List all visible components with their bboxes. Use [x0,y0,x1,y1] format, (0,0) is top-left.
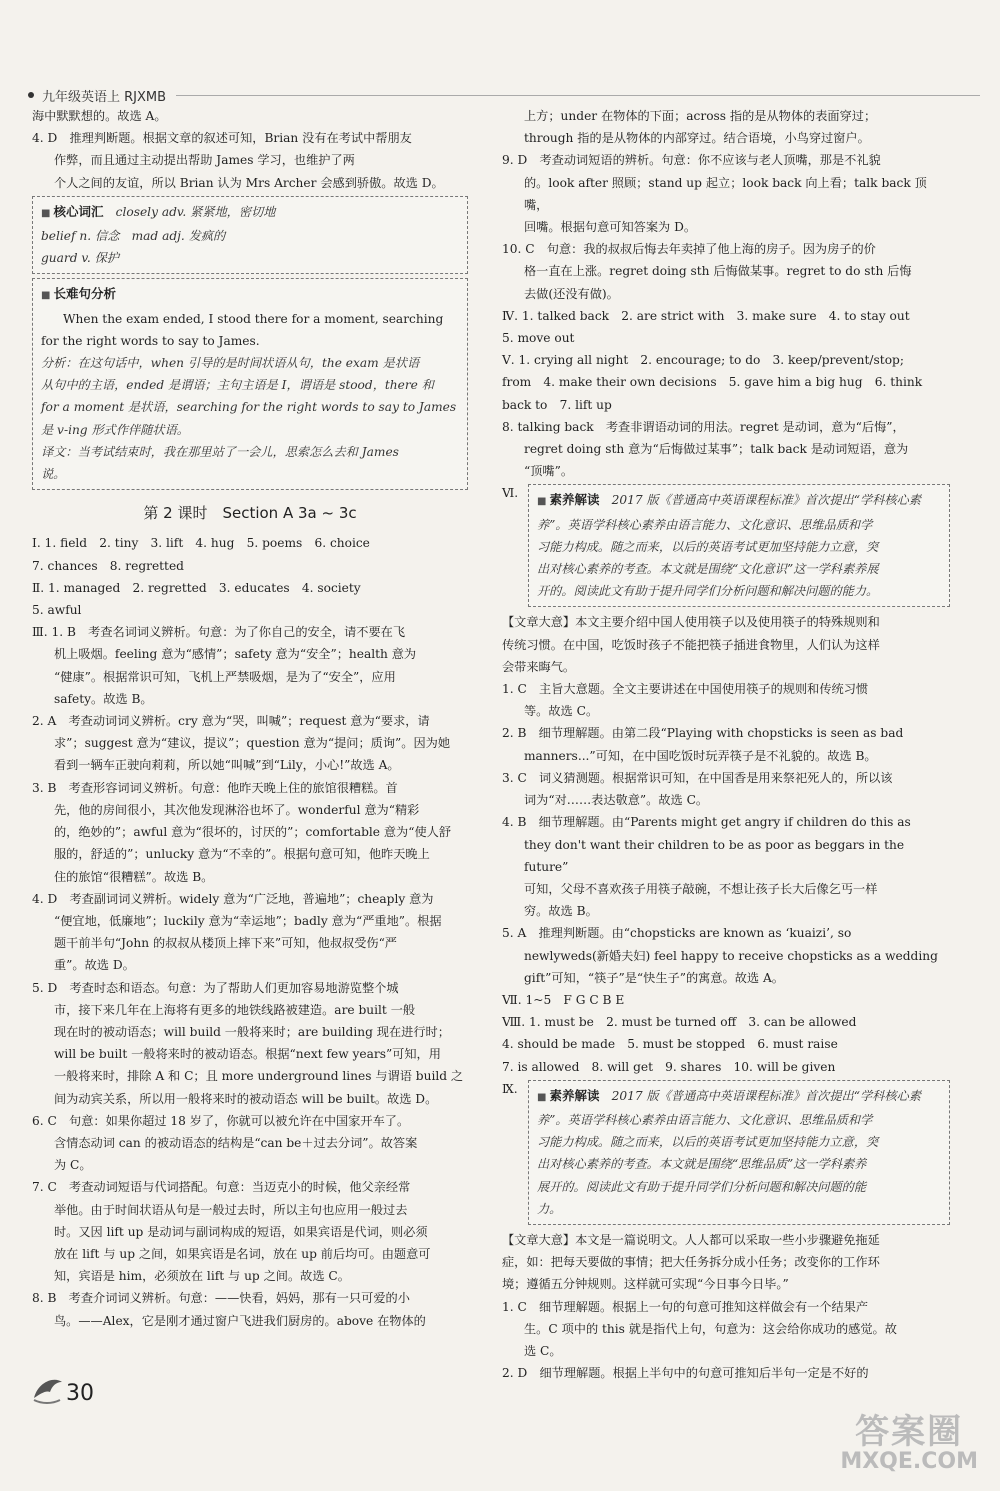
right-top-line: 格一直在上涨。regret doing sth 后悔做某事。regret to do sth 后悔 [524,264,912,279]
page-number: 30 [66,1381,94,1406]
header-rule [176,95,980,96]
analysis-line: 译文：当考试结束时，我在那里站了一会儿，思索怎么去和 James [41,444,399,459]
part3-line: 7. C 考查动词短语与代词搭配。句意：当迈克小的时候，他父亲经常 [32,1180,411,1195]
part3-line: 为 C。 [54,1158,92,1173]
part5-line: Ⅴ. 1. crying all night 2. encourage; to do 3. keep/prevent/stop; [502,353,904,368]
part6-label: Ⅵ. [502,486,519,501]
part3-line: 放在 lift 与 up 之间，如果宾语是名词，放在 up 前后均可。由题意可 [54,1246,431,1261]
main-idea-line: 境；遵循五分钟规则。这样就可实现“今日事今日毕。” [502,1277,789,1292]
sentence-tag: ■ 长难句分析 [41,286,116,301]
literacy-line: 2017 版《普通高中英语课程标准》首次提出“学科核心素 [611,493,921,508]
dolphin-icon [30,1372,66,1406]
part1-line: 7. chances 8. regretted [32,558,184,573]
watermark-url: MXQE.COM [840,1449,978,1474]
header-title: 九年级英语上 RJXMB [42,89,167,105]
part3-line: 机上吸烟。feeling 意为“感情”；safety 意为“安全”；health 意为 [54,647,417,662]
part3-line: 含情态动词 can 的被动语态的结构是“can be＋过去分词”。故答案 [54,1135,418,1150]
literacy-line: 力。 [537,1201,562,1216]
right-top-line: through 指的是从物体的内部穿过。结合语境，小鸟穿过窗户。 [524,131,870,146]
part3-line: will be built 一般将来时的被动语态。根据“next few years”可知，用 [54,1047,441,1062]
main-idea-line: 【文章大意】本文是一篇说明文。人人都可以采取一些小步骤避免拖延 [502,1232,880,1247]
vocab-line: closely adv. 紧紧地，密切地 [115,204,276,219]
part8-line: 7. is allowed 8. will get 9. shares 10. will be given [502,1059,836,1074]
literacy-line: 养”。英语学科核心素养由语言能力、文化意识、思维品质和学 [537,1112,873,1127]
part3-line: 4. D 考查副词词义辨析。widely 意为“广泛地，普遍地”；cheaply 意为 [32,891,434,906]
literacy-line: 习能力构成。随之而来，以后的英语考试更加坚持能力立意，突 [537,1135,879,1150]
part5-line: “顶嘴”。 [524,464,574,479]
part3-line: 重”。故选 D。 [54,958,135,973]
part6-line: 5. A 推理判断题。由“chopsticks are known as ‘kuaizi’, so [502,926,852,941]
part2-line: Ⅱ. 1. managed 2. regretted 3. educates 4. society [32,580,361,595]
literacy-line: 出对核心素养的考查。本文就是围绕“文化意识”这一学科素养展 [537,562,879,577]
part4-line: Ⅳ. 1. talked back 2. are strict with 3. make sure 4. to stay out [502,308,910,323]
part9-line: 2. D 细节理解题。根据上半句中的句意可推知后半句一定是不好的 [502,1366,869,1381]
main-idea-line: 传统习惯。在中国，吃饭时孩子不能把筷子插进食物里，人们认为这样 [502,637,880,652]
part6-line: they don't want their children to be as poor as beggars in the future” [524,837,905,874]
running-header [28,84,980,106]
right-top-line: 去做(还没有做)。 [524,286,619,301]
section-title: 第 2 课时 Section A 3a ~ 3c [143,504,357,523]
part6-line: 2. B 细节理解题。由第二段“Playing with chopsticks is seen as bad [502,726,904,741]
part3-line: 一般将来时，排除 A 和 C；且 more underground lines 与谓语 build 之 [54,1069,464,1084]
part6-line: 1. C 主旨大意题。全文主要讲述在中国使用筷子的规则和传统习惯 [502,682,869,697]
main-idea-line: 会带来晦气。 [502,659,576,674]
vocab-line: belief n. 信念 mad adj. 发疯的 [41,229,226,244]
part5-line: 8. talking back 考查非谓语动词的用法。regret 是动词，意为“后悔”， [502,419,905,434]
part3-line: 鸟。——Alex，它是刚才通过窗户飞进我们厨房的。above 在物体的 [54,1313,426,1328]
right-top-line: 上方；under 在物体的下面；across 指的是从物体的表面穿过； [524,109,877,123]
analysis-line: 是 v-ing 形式作伴随状语。 [41,422,189,437]
q4-line-3: 个人之间的友谊，所以 Brian 认为 Mrs Archer 会感到骄傲。故选 D。 [54,175,444,190]
analysis-line: 分析：在这句话中，when 引导的是时间状语从句，the exam 是状语 [41,356,420,371]
analysis-line: When the exam ended, I stood there for a moment, searching [63,311,444,326]
part3-line: 市，接下来几年在上海将有更多的地铁线路被建造。are built 一般 [54,1002,416,1017]
vocab-box [32,196,468,275]
vocab-tag: ■ 核心词汇 [41,204,103,219]
right-top-line: 回嘴。根据句意可知答案为 D。 [524,220,697,235]
right-top-line: 10. C 句意：我的叔叔后悔去年卖掉了他上海的房子。因为房子的价 [502,242,876,257]
part4-line: 5. move out [502,331,575,346]
part3-line: 服的，舒适的”；unlucky 意为“不幸的”。根据句意可知，他昨天晚上 [54,847,430,862]
part1-line: Ⅰ. 1. field 2. tiny 3. lift 4. hug 5. poems 6. choice [32,536,370,551]
part3-line: 6. C 句意：如果你超过 18 岁了，你就可以被允许在中国家开车了。 [32,1113,410,1128]
part3-line: 3. B 考查形容词词义辨析。句意：他昨天晚上住的旅馆很糟糕。首 [32,780,398,795]
part6-line: 4. B 细节理解题。由“Parents might get angry if children do this as [502,815,911,830]
part5-line: from 4. make their own decisions 5. gave him a big hug 6. think [502,375,923,390]
vocab-line: guard v. 保护 [41,251,119,266]
part9-line: 选 C。 [524,1343,562,1358]
literacy-box-1 [528,484,950,607]
part6-line: newlyweds(新婚夫妇) feel happy to receive chopsticks as a wedding [524,948,938,963]
part5-line: back to 7. lift up [502,397,612,412]
analysis-line: 从句中的主语，ended 是谓语；主句主语是 I，谓语是 stood，there 和 [41,378,434,393]
main-idea-line: 症，如：把每天要做的事情；把大任务拆分成小任务；改变你的工作环 [502,1255,880,1270]
part9-line: 1. C 细节理解题。根据上一句的句意可推知这样做会有一个结果产 [502,1299,869,1314]
literacy-line: 2017 版《普通高中英语课程标准》首次提出“学科核心素 [611,1088,921,1103]
part3-line: safety。故选 B。 [54,691,153,706]
literacy-line: 展开的。阅读此文有助于提升同学们分析问题和解决问题的能 [537,1179,867,1194]
intro-line: 海中默默想的。故选 A。 [32,109,167,123]
part3-line: 8. B 考查介词词义辨析。句意：——快看，妈妈，那有一只可爱的小 [32,1291,410,1306]
literacy-line: 开的。阅读此文有助于提升同学们分析问题和解决问题的能力。 [537,584,879,599]
part3-line: “便宜地，低廉地”；luckily 意为“幸运地”；badly 意为“严重地”。根据 [54,913,442,928]
right-top-line: 9. D 考查动词短语的辨析。句意：你不应该与老人顶嘴，那是不礼貌 [502,153,881,168]
part8-line: Ⅷ. 1. must be 2. must be turned off 3. can be allowed [502,1015,857,1030]
part6-line: manners...”可知，在中国吃饭时玩弄筷子是不礼貌的。故选 B。 [524,748,877,763]
part6-line: 等。故选 C。 [524,704,599,719]
part3-line: 的，绝妙的”；awful 意为“很坏的，讨厌的”；comfortable 意为“使人舒 [54,825,452,840]
bullet-icon [28,92,34,98]
literacy-tag: ■ 素养解读 [537,492,599,507]
part6-line: 可知，父母不喜欢孩子用筷子敲碗，不想让孩子长大后像乞丐一样 [524,881,878,896]
analysis-line: for the right words to say to James. [41,333,260,348]
part7-line: Ⅶ. 1~5 F G C B E [502,992,625,1007]
part3-line: 5. D 考查时态和语态。句意：为了帮助人们更加容易地游览整个城 [32,980,399,995]
part3-line: 2. A 考查动词词义辨析。cry 意为“哭，叫喊”；request 意为“要求，请 [32,714,430,729]
part9-line: 生。C 项中的 this 就是指代上句，句意为：这会给你成功的感觉。故 [524,1321,897,1336]
sentence-analysis-box [32,278,468,490]
part3-line: 住的旅馆“很糟糕”。故选 B。 [54,869,214,884]
watermark [840,1404,978,1474]
analysis-line: for a moment 是状语，searching for the right words to say to James [41,400,457,415]
part3-line: Ⅲ. 1. B 考查名词词义辨析。句意：为了你自己的安全，请不要在飞 [32,625,406,640]
q4-line-1: 4. D 推理判断题。根据文章的叙述可知，Brian 没有在考试中帮朋友 [32,131,412,146]
part3-line: 举他。由于时间状语从句是一般过去时，所以主句也应用一般过去 [54,1202,408,1217]
part6-line: 词为“对……表达敬意”。故选 C。 [524,793,709,808]
literacy-box-2 [528,1080,950,1225]
right-top-line: 的。look after 照顾；stand up 起立；look back 向上看；talk back 顶嘴， [524,175,927,212]
part3-line: 题干前半句“John 的叔叔从楼顶上摔下来”可知，他叔叔受伤“严 [54,936,397,951]
left-column [32,105,468,1332]
literacy-line: 养”。英语学科核心素养由语言能力、文化意识、思维品质和学 [537,517,873,532]
part9-label: Ⅸ. [502,1081,518,1096]
part3-line: 间为动宾关系，所以用一般将来时的被动语态 will be built。故选 D。 [54,1091,438,1106]
page-footer [30,1372,94,1406]
literacy-line: 习能力构成。随之而来，以后的英语考试更加坚持能力立意，突 [537,539,879,554]
watermark-text: 答案圈 [855,1412,964,1452]
part3-line: 知，宾语是 him，必须放在 lift 与 up 之间。故选 C。 [54,1269,350,1284]
part3-line: 时。又因 lift up 是动词与副词构成的短语，如果宾语是代词，则必须 [54,1224,428,1239]
q4-line-2: 作弊，而且通过主动提出帮助 James 学习，也维护了两 [54,153,355,168]
right-column [502,105,950,1384]
part3-line: “健康”。根据常识可知，飞机上严禁吸烟，是为了“安全”，应用 [54,669,396,684]
part5-line: regret doing sth 意为“后悔做过某事”；talk back 是动词短语，意为 [524,442,909,457]
part3-line: 现在时的被动语态；will build 一般将来时；are building 现在进行时； [54,1024,450,1039]
part8-line: 4. should be made 5. must be stopped 6. must raise [502,1037,838,1052]
part6-line: 3. C 词义猜测题。根据常识可知，在中国香是用来祭祀死人的，所以该 [502,770,893,785]
literacy-line: 出对核心素养的考查。本文就是围绕“思维品质”这一学科素养 [537,1157,867,1172]
part3-line: 看到一辆车正驶向莉莉，所以她“叫喊”到“Lily，小心!”故选 A。 [54,758,400,773]
part3-line: 求”；suggest 意为“建议，提议”；question 意为“提问；质询”。因为她 [54,736,451,751]
part3-line: 先，他的房间很小，其次他发现淋浴也坏了。wonderful 意为“精彩 [54,802,420,817]
part6-line: gift”可知，“筷子”是“快生子”的寓意。故选 A。 [524,970,784,985]
analysis-line: 说。 [41,467,66,482]
main-idea-line: 【文章大意】本文主要介绍中国人使用筷子以及使用筷子的特殊规则和 [502,615,880,630]
literacy-tag: ■ 素养解读 [537,1088,599,1103]
part6-line: 穷。故选 B。 [524,904,598,919]
part2-line: 5. awful [32,603,82,618]
